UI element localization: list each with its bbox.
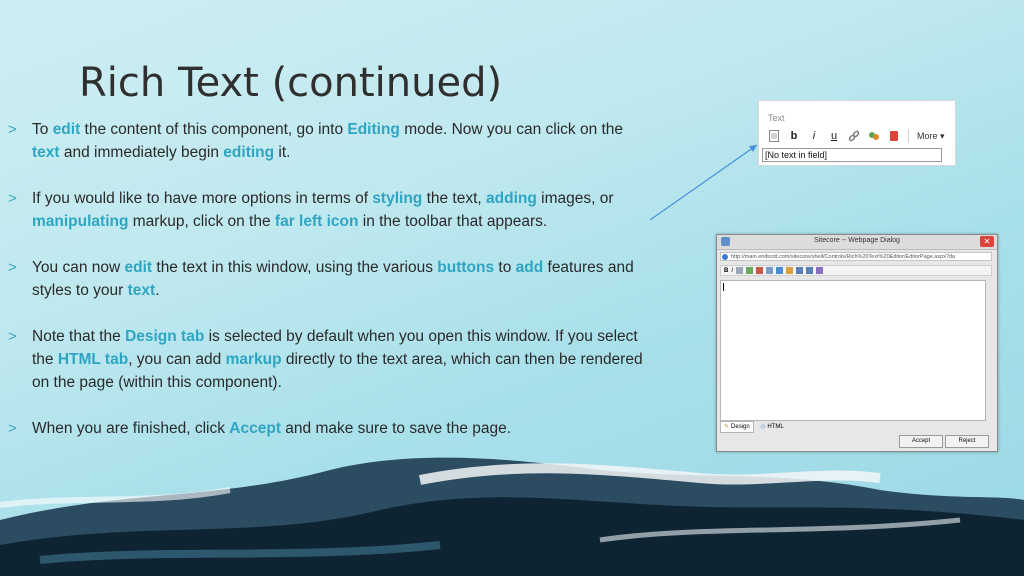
bullet-text: markup, click on the [128, 213, 275, 230]
highlighted-term: HTML tab [57, 351, 129, 368]
bold-button[interactable]: B [724, 267, 729, 274]
bullet-marker: > [8, 420, 17, 437]
empty-text-field[interactable]: [No text in field] [762, 148, 942, 162]
address-bar [720, 252, 992, 261]
symbol-icon[interactable] [786, 267, 793, 274]
bullet-text: the text in this window, using the various [152, 259, 438, 276]
insert-media-icon[interactable] [868, 130, 880, 142]
bullet-text: to [494, 259, 516, 276]
highlighted-term: edit [52, 121, 81, 138]
editor-toolbar [720, 265, 992, 276]
pencil-icon: ✎ [724, 424, 730, 430]
redo-icon[interactable] [806, 267, 813, 274]
bullet-item [8, 325, 653, 394]
image-icon[interactable] [746, 267, 753, 274]
bullet-marker: > [8, 121, 17, 138]
highlighted-term: Design tab [125, 328, 205, 345]
dialog-title: Sitecore -- Webpage Dialog [814, 237, 900, 244]
highlighted-term: text [127, 282, 156, 299]
bullet-marker: > [8, 190, 17, 207]
dialog-titlebar [717, 235, 997, 250]
bullet-text: is selected by default when you open this window. If you select the [32, 328, 638, 368]
close-icon[interactable]: ✕ [980, 236, 994, 247]
toolbar-separator [908, 129, 909, 143]
slide-title: Rich Text (continued) [79, 60, 503, 106]
bullet-text: features and styles to your [32, 259, 634, 299]
bold-icon[interactable]: b [790, 130, 798, 142]
more-button[interactable]: More ▾ [917, 130, 945, 141]
bullet-text: To [32, 121, 53, 138]
bullet-text: If you would like to have more options in terms of [32, 190, 373, 207]
link-icon[interactable] [848, 130, 860, 142]
undo-icon[interactable] [796, 267, 803, 274]
bullet-item [8, 417, 653, 440]
bullet-text: and make sure to save the page. [280, 420, 512, 437]
media-icon[interactable] [756, 267, 763, 274]
text-field-label: Text [768, 113, 785, 123]
bullet-text: the content of this component, go into [80, 121, 348, 138]
bullet-marker: > [8, 259, 17, 276]
editor-mode-tabs [720, 421, 787, 432]
document-icon[interactable] [768, 130, 780, 142]
highlighted-term: far left icon [274, 213, 359, 230]
highlighted-term: add [515, 259, 544, 276]
tab-design[interactable]: ✎ Design [720, 421, 754, 433]
link-icon[interactable] [736, 267, 743, 274]
tab-html[interactable]: ◇ HTML [760, 423, 784, 430]
bullet-text: it. [274, 144, 291, 161]
highlighted-term: Editing [347, 121, 400, 138]
bullet-text: mode. Now you can click on the [399, 121, 624, 138]
italic-icon[interactable]: i [812, 130, 816, 142]
italic-button[interactable]: I [731, 267, 734, 274]
bullet-text: , you can add [128, 351, 226, 368]
bullet-text: When you are finished, click [32, 420, 230, 437]
highlighted-term: Accept [229, 420, 281, 437]
bullet-text: and immediately begin [59, 144, 224, 161]
clear-format-icon[interactable] [888, 130, 900, 142]
url-text: http://main.endicott.com/sitecore/shell/Controls/Rich%20Text%20Editor/EditorPage.aspx?da [731, 254, 956, 260]
reject-button[interactable]: Reject [945, 435, 989, 448]
webpage-dialog-screenshot [716, 234, 998, 452]
text-caret [723, 283, 724, 291]
toolbar-screenshot [758, 100, 956, 166]
find-icon[interactable] [816, 267, 823, 274]
bullet-text: You can now [32, 259, 125, 276]
highlighted-term: buttons [437, 259, 495, 276]
bullet-list [8, 118, 653, 463]
bullet-item [8, 187, 653, 233]
bullet-text: the text, [422, 190, 487, 207]
bullet-text: in the toolbar that appears. [358, 213, 548, 230]
rich-text-toolbar [768, 128, 945, 144]
bullet-item [8, 256, 653, 302]
bullet-marker: > [8, 328, 17, 345]
highlighted-term: editing [223, 144, 275, 161]
bullet-text: images, or [536, 190, 614, 207]
accept-button[interactable]: Accept [899, 435, 943, 448]
globe-icon [722, 254, 728, 260]
highlighted-term: text [32, 144, 60, 161]
table-icon[interactable] [776, 267, 783, 274]
bullet-text: . [155, 282, 160, 299]
underline-icon[interactable]: u [830, 130, 838, 142]
highlighted-term: adding [486, 190, 537, 207]
flash-icon[interactable] [766, 267, 773, 274]
highlighted-term: edit [124, 259, 153, 276]
highlighted-term: manipulating [32, 213, 129, 230]
code-icon: ◇ [760, 424, 766, 430]
bullet-text: directly to the text area, which can then be rendered on the page (within this component). [32, 351, 643, 391]
chevron-down-icon: ▾ [940, 130, 945, 141]
highlighted-term: markup [225, 351, 282, 368]
highlighted-term: styling [372, 190, 423, 207]
bullet-text: Note that the [32, 328, 126, 345]
bullet-item [8, 118, 653, 164]
editor-content-area[interactable] [720, 280, 986, 421]
